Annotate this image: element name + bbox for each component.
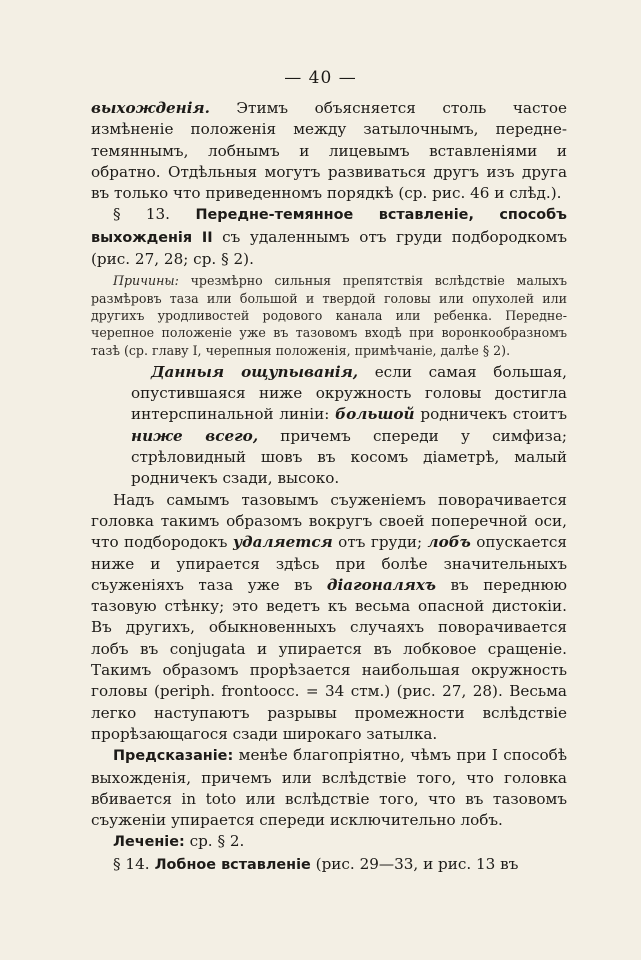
emphasis-term: выхожденія. bbox=[91, 99, 210, 117]
mechanism-emphasis-2: лобъ bbox=[427, 533, 471, 552]
section-title: Лобное вставленіе bbox=[149, 856, 311, 873]
causes-text: чрезмѣрно сильныя препятствія вслѣдствіе малыхъ размѣровъ таза или большой и твердой головы или опухолей или другихъ уродливостей родового канала или ребенка. Передне-черепное положеніе уже въ тазовомъ входѣ при воронкообразномъ тазѣ (ср. главу I, черепныя положенія, примѣчаніе, далѣе § 2). bbox=[91, 273, 567, 358]
palpation-text-2: родничекъ стоитъ bbox=[414, 405, 567, 424]
mechanism-emphasis-3: діагоналяхъ bbox=[326, 575, 436, 594]
paragraph-text: Этимъ объясняется столь частое измѣненіе положенія между затылочнымъ, передне-темяннымъ, лобнымъ и лицевымъ вставленіями и обратно. Отдѣльныя могутъ развиваться другъ изъ друга въ только что приведенномъ порядкѣ (ср. рис. 46 и слѣд.). bbox=[91, 99, 567, 203]
palpation-emphasis-2: ниже всего, bbox=[131, 426, 259, 445]
palpation-text-3: причемъ спереди у симфиза; стрѣловидный шовъ въ косомъ діаметрѣ, малый родничекъ сзади, высоко. bbox=[131, 426, 567, 488]
prognosis-text: менѣе благопріятно, чѣмъ при I способѣ выхожденія, причемъ или вслѣдствіе того, что головка вбивается in toto или вслѣдствіе того, что въ тазовомъ съуженіи упирается спереди исключительно лобъ. bbox=[91, 746, 567, 830]
treatment-label: Леченіе: bbox=[113, 834, 185, 851]
palpation-text-1: если самая большая, опустившаяся ниже окружность головы достигла интерспинальной линіи: bbox=[131, 362, 567, 424]
section-number: § 13. bbox=[113, 205, 171, 224]
causes-paragraph bbox=[91, 272, 567, 358]
paragraph-continuation bbox=[91, 98, 567, 204]
causes-label: Причины: bbox=[113, 273, 179, 289]
treatment-text: ср. § 2. bbox=[184, 832, 245, 851]
palpation-emphasis-1: большой bbox=[335, 405, 415, 424]
section-title: Передне-темянное вставленіе, способъ выхожденія II bbox=[91, 207, 567, 246]
mechanism-text-1: Надъ самымъ тазовымъ съуженіемъ поворачивается головка такимъ образомъ вокругъ своей поперечной оси, что подбородокъ bbox=[91, 490, 567, 552]
section-14-heading bbox=[91, 854, 567, 876]
section-13-heading bbox=[91, 204, 567, 270]
palpation-paragraph bbox=[91, 362, 567, 490]
page-number: — 40 — bbox=[284, 68, 357, 88]
mechanism-text-2: отъ груди; bbox=[332, 533, 428, 552]
mechanism-paragraph bbox=[91, 490, 567, 746]
page-body bbox=[91, 98, 567, 876]
prognosis-paragraph bbox=[91, 745, 567, 831]
section-number: § 14. bbox=[113, 854, 150, 873]
treatment-paragraph bbox=[91, 831, 567, 853]
prognosis-label: Предсказаніе: bbox=[113, 748, 234, 765]
mechanism-text-4: въ переднюю тазовую стѣнку; это ведетъ къ весьма опасной дистокіи. Въ другихъ, обыкновенныхъ случаяхъ поворачивается лобъ въ conjugata и упирается въ лобковое сращеніе. Такимъ образомъ прорѣзается наибольшая окружность головы (periph. frontoocc. = 34 стм.) (рис. 27, 28). Весьма легко наступаютъ разрывы промежности вслѣдствіе прорѣзающагося сзади широкаго затылка. bbox=[91, 575, 567, 743]
mechanism-text-3: опускается ниже и упирается здѣсь при болѣе значительныхъ съуженіяхъ таза уже въ bbox=[91, 533, 567, 594]
mechanism-emphasis-1: удаляется bbox=[232, 533, 333, 552]
section-title-rest: съ удаленнымъ отъ груди подбородкомъ (рис. 27, 28; ср. § 2). bbox=[91, 227, 568, 269]
palpation-label: Данныя ощупыванія, bbox=[151, 362, 359, 381]
section-title-rest: (рис. 29—33, и рис. 13 въ bbox=[310, 854, 519, 873]
